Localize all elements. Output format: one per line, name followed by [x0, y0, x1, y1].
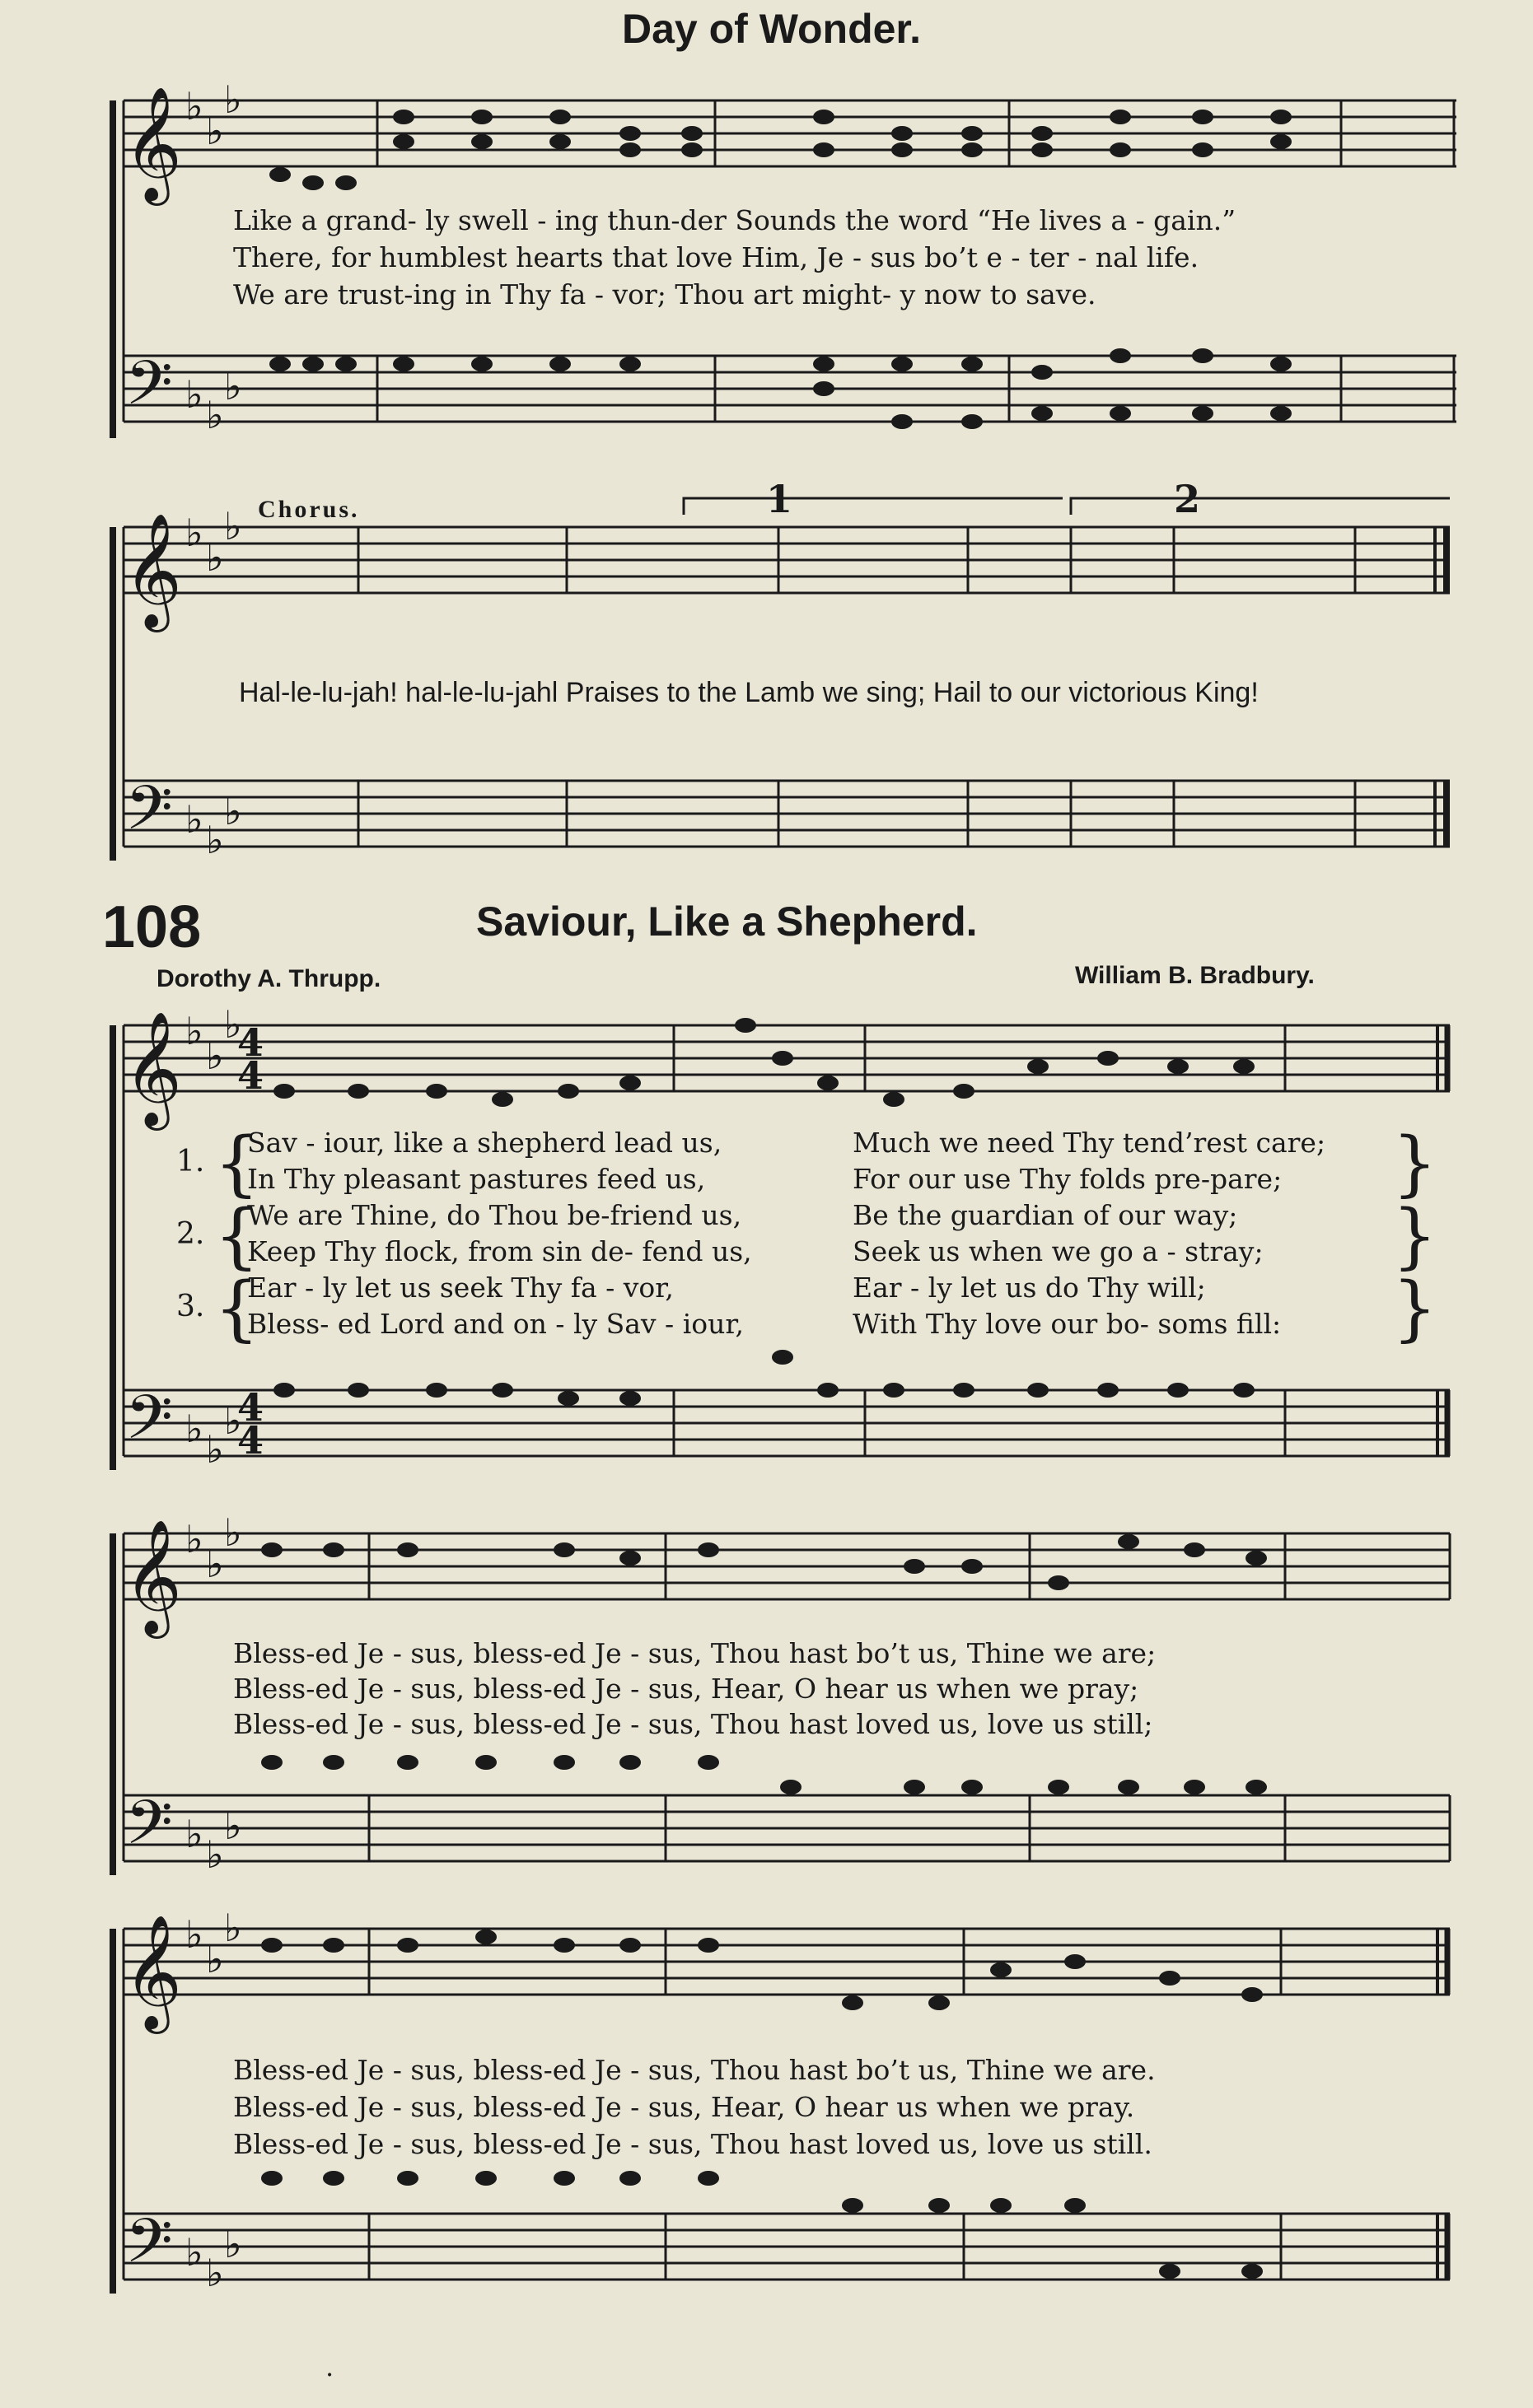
svg-text:♭: ♭ — [185, 1912, 203, 1957]
svg-text:♭: ♭ — [206, 818, 224, 862]
verse-line: With Thy love our bo- soms fill: — [853, 1308, 1282, 1340]
verse-line: In Thy pleasant pastures feed us, — [247, 1163, 706, 1195]
bass-clef-icon: 𝄢 — [125, 1382, 173, 1468]
svg-text:♭: ♭ — [224, 77, 242, 122]
svg-text:♭: ♭ — [206, 393, 224, 437]
svg-text:♭: ♭ — [206, 1427, 224, 1472]
brace-icon: { — [214, 1267, 259, 1350]
verse-line: Sav - iour, like a shepherd lead us, — [247, 1127, 722, 1159]
verse-line-2: There, for humblest hearts that love Him, Je - sus bo’t e - ter - nal life. — [233, 241, 1199, 273]
svg-text:♭: ♭ — [206, 109, 224, 153]
refrain-line: Bless-ed Je - sus, bless-ed Je - sus, Hear, O hear us when we pray; — [233, 1673, 1139, 1705]
bass-clef-icon: 𝄢 — [125, 1787, 173, 1874]
brace-icon: } — [1392, 1267, 1437, 1350]
verse-number: 3. — [176, 1290, 205, 1323]
refrain-line: Bless-ed Je - sus, bless-ed Je - sus, Thou hast loved us, love us still; — [233, 1708, 1153, 1740]
treble-clef-icon: 𝄞 — [124, 1915, 182, 2029]
svg-text:♭: ♭ — [206, 1937, 224, 1981]
staff-2-treble — [124, 527, 1450, 593]
staff-1-bass — [124, 356, 1456, 422]
staff-2-bass — [124, 781, 1450, 847]
svg-text:♭: ♭ — [185, 1009, 203, 1053]
staff-1-treble — [124, 100, 1456, 166]
refrain-line: Bless-ed Je - sus, bless-ed Je - sus, Thou hast bo’t us, Thine we are. — [233, 2054, 1156, 2086]
brace-icon: { — [214, 1195, 259, 1277]
svg-text:♭: ♭ — [185, 84, 203, 128]
svg-text:♭: ♭ — [185, 1407, 203, 1451]
svg-text:♭: ♭ — [224, 789, 242, 833]
svg-text:♭: ♭ — [224, 364, 242, 408]
footer-mark: . — [325, 2351, 334, 2382]
verse-line: Bless- ed Lord and on - ly Sav - iour, — [247, 1308, 745, 1340]
time-signature-bottom-bass: 4 — [237, 1418, 264, 1463]
staff-4-treble — [124, 1533, 1450, 1599]
staff-3-treble — [124, 1025, 1450, 1091]
hymn-title-saviour: Saviour, Like a Shepherd. — [476, 898, 978, 945]
author-credit: Dorothy A. Thrupp. — [157, 965, 381, 992]
svg-text:♭: ♭ — [224, 1510, 242, 1555]
verse-line: Much we need Thy tend’rest care; — [853, 1127, 1326, 1159]
svg-text:♭: ♭ — [224, 2222, 242, 2266]
refrain-line: Bless-ed Je - sus, bless-ed Je - sus, Thou hast loved us, love us still. — [233, 2128, 1152, 2160]
verse-number: 1. — [176, 1145, 205, 1178]
svg-text:♭: ♭ — [224, 1804, 242, 1848]
hymn-title-day-of-wonder: Day of Wonder. — [622, 6, 922, 52]
treble-clef-icon: 𝄞 — [124, 1519, 182, 1634]
svg-text:♭: ♭ — [185, 797, 203, 842]
svg-text:♭: ♭ — [224, 1906, 242, 1950]
brace-icon: } — [1392, 1122, 1437, 1205]
svg-text:♭: ♭ — [206, 535, 224, 580]
chorus-lyric: Hal-le-lu-jah! hal-le-lu-jahl Praises to the Lamb we sing; Hail to our victorious King! — [239, 677, 1259, 708]
staff-3-bass — [124, 1390, 1450, 1456]
refrain-line: Bless-ed Je - sus, bless-ed Je - sus, Thou hast bo’t us, Thine we are; — [233, 1637, 1157, 1669]
svg-text:♭: ♭ — [206, 1034, 224, 1078]
verse-line-3: We are trust-ing in Thy fa - vor; Thou art might- y now to save. — [233, 278, 1096, 310]
treble-clef-icon: 𝄞 — [124, 1011, 182, 1126]
svg-text:♭: ♭ — [206, 2251, 224, 2295]
svg-text:♭: ♭ — [185, 511, 203, 555]
ending-1-number: 1 — [766, 477, 793, 521]
ending-2-number: 2 — [1174, 477, 1201, 521]
verse-line: We are Thine, do Thou be-friend us, — [247, 1199, 742, 1231]
verse-line-1: Like a grand- ly swell - ing thun-der Sounds the word “He lives a - gain.” — [233, 204, 1236, 236]
bass-clef-icon: 𝄢 — [125, 348, 173, 434]
svg-text:♭: ♭ — [206, 1542, 224, 1586]
bass-clef-icon: 𝄢 — [125, 772, 173, 859]
composer-credit: William B. Bradbury. — [1075, 962, 1315, 989]
staff-4-bass — [124, 1795, 1450, 1861]
treble-clef-icon: 𝄞 — [124, 513, 182, 628]
verse-line: Seek us when we go a - stray; — [853, 1235, 1264, 1267]
time-signature-bottom: 4 — [237, 1053, 264, 1098]
verse-line: Be the guardian of our way; — [853, 1199, 1238, 1231]
hymn-number: 108 — [102, 894, 202, 960]
svg-text:♭: ♭ — [224, 1398, 242, 1443]
bass-clef-icon: 𝄢 — [125, 2205, 173, 2292]
verse-line: For our use Thy folds pre-pare; — [853, 1163, 1283, 1195]
verse-line: Ear - ly let us do Thy will; — [853, 1272, 1206, 1304]
refrain-line: Bless-ed Je - sus, bless-ed Je - sus, Hear, O hear us when we pray. — [233, 2091, 1135, 2123]
svg-text:♭: ♭ — [185, 1812, 203, 1856]
treble-clef-icon: 𝄞 — [124, 86, 182, 201]
brace-icon: } — [1392, 1195, 1437, 1277]
verse-line: Ear - ly let us seek Thy fa - vor, — [247, 1272, 674, 1304]
svg-text:♭: ♭ — [224, 504, 242, 548]
staff-5-treble — [124, 1929, 1450, 1995]
svg-text:♭: ♭ — [185, 1517, 203, 1561]
verse-line: Keep Thy flock, from sin de- fend us, — [247, 1235, 752, 1267]
svg-text:♭: ♭ — [224, 1002, 242, 1047]
time-signature-top-bass: 4 — [237, 1385, 264, 1430]
svg-text:♭: ♭ — [185, 2230, 203, 2275]
verse-number: 2. — [176, 1217, 205, 1251]
svg-text:♭: ♭ — [185, 372, 203, 417]
brace-icon: { — [214, 1122, 259, 1205]
svg-text:♭: ♭ — [206, 1832, 224, 1877]
time-signature-top: 4 — [237, 1020, 264, 1065]
chorus-label: Chorus. — [258, 496, 360, 523]
staff-5-bass — [124, 2214, 1450, 2280]
